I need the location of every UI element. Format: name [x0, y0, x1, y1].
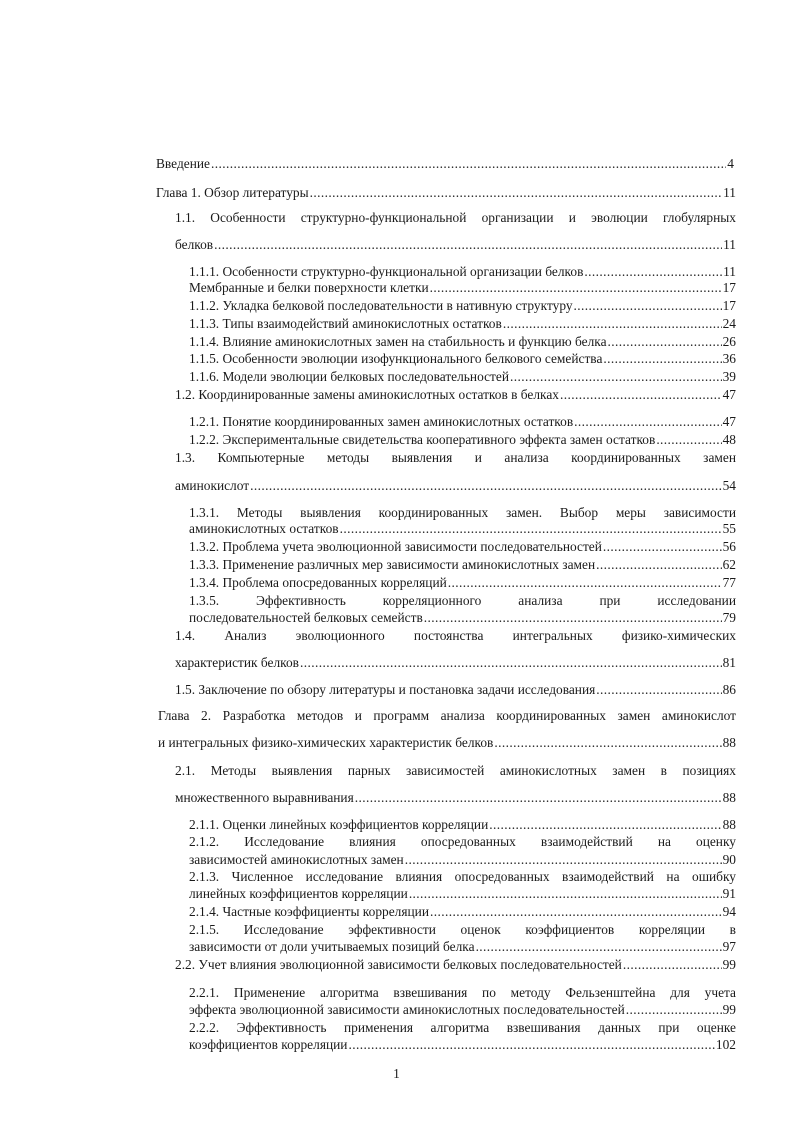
toc-entry-2-1-5: [189, 939, 736, 954]
toc-entry-1-3-1: [189, 521, 736, 536]
toc-entry-1-3-4: [189, 575, 736, 590]
toc-title: 1.1.3. Типы взаимодействий аминокислотных остатков: [189, 316, 502, 331]
toc-page: 11: [723, 264, 736, 279]
toc-page: 81: [722, 655, 736, 670]
toc-title: белков: [175, 237, 214, 252]
toc-title: аминокислотных остатков: [189, 521, 339, 536]
toc-entry-1-1-3: [189, 316, 736, 331]
toc-page: 4: [727, 156, 734, 171]
toc-title: 2.2. Учет влияния эволюционной зависимости белковых последовательностей: [175, 957, 622, 972]
toc-page: 26: [722, 334, 736, 349]
toc-title: 1.5. Заключение по обзору литературы и постановка задачи исследования: [175, 682, 596, 697]
toc-entry-2-2-2-line1: 2.2.2. Эффективность применения алгоритма взвешивания данных при оценке: [189, 1020, 736, 1035]
toc-title: Глава 1. Обзор литературы: [156, 185, 309, 200]
toc-title: 1.1.4. Влияние аминокислотных замен на стабильность и функцию белка: [189, 334, 607, 349]
toc-title: эффекта эволюционной зависимости аминокислотных последовательностей: [189, 1002, 625, 1017]
toc-entry-1-3-1-line1: 1.3.1. Методы выявления координированных замен. Выбор меры зависимости: [189, 505, 736, 520]
toc-title: зависимости от доли учитываемых позиций белка: [189, 939, 475, 954]
toc-entry-1-4: [175, 655, 736, 670]
toc-entry-chapter-2-line1: Глава 2. Разработка методов и программ анализа координированных замен аминокислот: [158, 708, 736, 723]
toc-entry-chapter-1: [156, 185, 736, 200]
page-number: 1: [393, 1066, 400, 1081]
toc-page: 102: [715, 1037, 736, 1052]
toc-entry-2-2-2: [189, 1037, 736, 1052]
toc-entry-1-1-2: [189, 298, 736, 313]
toc-page: 56: [722, 539, 736, 554]
toc-page: 48: [722, 432, 736, 447]
toc-entry-1-1-1: [189, 264, 736, 279]
toc-entry-2-1-line1: 2.1. Методы выявления парных зависимостей аминокислотных замен в позициях: [175, 763, 736, 778]
toc-title: 1.1.1. Особенности структурно-функциональной организации белков: [189, 264, 584, 279]
toc-entry-1-3-5: [189, 610, 736, 625]
toc-entry-1-1-5: [189, 351, 736, 366]
toc-title: 1.2.2. Экспериментальные свидетельства кооперативного эффекта замен остатков: [189, 432, 656, 447]
toc-title: коэффициентов корреляции: [189, 1037, 348, 1052]
toc-entry-2-1-5-line1: 2.1.5. Исследование эффективности оценок коэффициентов корреляции в: [189, 922, 736, 937]
toc-title: множественного выравнивания: [175, 790, 354, 805]
toc-title: 1.1.5. Особенности эволюции изофункционального белкового семейства: [189, 351, 603, 366]
toc-entry-vvedenie: [156, 156, 734, 171]
toc-entry-1-2: [175, 387, 736, 402]
toc-entry-1-3-3: [189, 557, 736, 572]
toc-entry-1-3-2: [189, 539, 736, 554]
toc-title: 1.1.2. Укладка белковой последовательности в нативную структуру: [189, 298, 573, 313]
toc-entry-1-1-line1: 1.1. Особенности структурно-функциональной организации и эволюции глобулярных: [175, 210, 736, 225]
toc-entry-1-3-line1: 1.3. Компьютерные методы выявления и анализа координированных замен: [175, 450, 736, 465]
toc-entry-1-2-2: [189, 432, 736, 447]
toc-title: 1.3.2. Проблема учета эволюционной зависимости последовательностей: [189, 539, 602, 554]
toc-title: зависимостей аминокислотных замен: [189, 852, 404, 867]
toc-title: Мембранные и белки поверхности клетки: [189, 280, 429, 295]
toc-entry-2-1-3: [189, 886, 736, 901]
toc-title: 1.1.6. Модели эволюции белковых последовательностей: [189, 369, 510, 384]
toc-title: 1.3.4. Проблема опосредованных корреляций: [189, 575, 447, 590]
toc-title: 2.1.1. Оценки линейных коэффициентов корреляции: [189, 817, 489, 832]
toc-entry-2-1: [175, 790, 736, 805]
toc-page: 39: [722, 369, 736, 384]
toc-entry-chapter-2: [158, 735, 736, 750]
toc-page: 24: [722, 316, 736, 331]
toc-entry-1-1: [175, 237, 736, 252]
toc-page: 86: [722, 682, 736, 697]
toc-page: 99: [722, 1002, 736, 1017]
toc-entry-2-1-1: [189, 817, 736, 832]
toc-page: 91: [722, 886, 736, 901]
toc-page: 97: [722, 939, 736, 954]
toc-entry-1-2-1: [189, 414, 736, 429]
toc-page: 88: [722, 817, 736, 832]
toc-page: 77: [722, 575, 736, 590]
toc-entry-2-2-1-line1: 2.2.1. Применение алгоритма взвешивания по методу Фельзенштейна для учета: [189, 985, 736, 1000]
toc-page: 11: [723, 237, 736, 252]
toc-page: 99: [722, 957, 736, 972]
toc-entry-1-1-6: [189, 369, 736, 384]
toc-title: 1.2. Координированные замены аминокислотных остатков в белках: [175, 387, 559, 402]
toc-entry-1-5: [175, 682, 736, 697]
toc-entry-2-1-2-line1: 2.1.2. Исследование влияния опосредованных взаимодействий на оценку: [189, 834, 736, 849]
toc-page: 79: [722, 610, 736, 625]
toc-title: аминокислот: [175, 478, 250, 493]
toc-entry-2-1-4: [189, 904, 736, 919]
toc-title: 2.1.4. Частные коэффициенты корреляции: [189, 904, 429, 919]
toc-page: 62: [722, 557, 736, 572]
toc-page: 36: [722, 351, 736, 366]
toc-page: 88: [722, 790, 736, 805]
toc-title: линейных коэффициентов корреляции: [189, 886, 408, 901]
toc-entry-2-2-1: [189, 1002, 736, 1017]
toc-title: Введение: [156, 156, 210, 171]
toc-title: 1.3.3. Применение различных мер зависимости аминокислотных замен: [189, 557, 596, 572]
toc-title: и интегральных физико-химических характеристик белков: [158, 735, 494, 750]
toc-title: 1.2.1. Понятие координированных замен аминокислотных остатков: [189, 414, 574, 429]
toc-entry-1-3-5-line1: 1.3.5. Эффективность корреляционного анализа при исследовании: [189, 593, 736, 608]
toc-page: 11: [723, 185, 736, 200]
toc-page: 88: [722, 735, 736, 750]
toc-title: последовательностей белковых семейств: [189, 610, 423, 625]
toc-entry-1-1-4: [189, 334, 736, 349]
toc-entry-1-4-line1: 1.4. Анализ эволюционного постоянства интегральных физико-химических: [175, 628, 736, 643]
toc-page: 94: [722, 904, 736, 919]
toc-entry-2-2: [175, 957, 736, 972]
toc-title: характеристик белков: [175, 655, 300, 670]
toc-page: 47: [722, 387, 736, 402]
toc-entry-2-1-3-line1: 2.1.3. Численное исследование влияния опосредованных взаимодействий на ошибку: [189, 869, 736, 884]
toc-page: 17: [722, 298, 736, 313]
toc-page: 90: [722, 852, 736, 867]
toc-page: 54: [722, 478, 736, 493]
toc-entry-1-3: [175, 478, 736, 493]
toc-page: 47: [722, 414, 736, 429]
toc-entry-membrane-proteins: [189, 280, 736, 295]
toc-page: 17: [722, 280, 736, 295]
toc-entry-2-1-2: [189, 852, 736, 867]
toc-page: 55: [722, 521, 736, 536]
